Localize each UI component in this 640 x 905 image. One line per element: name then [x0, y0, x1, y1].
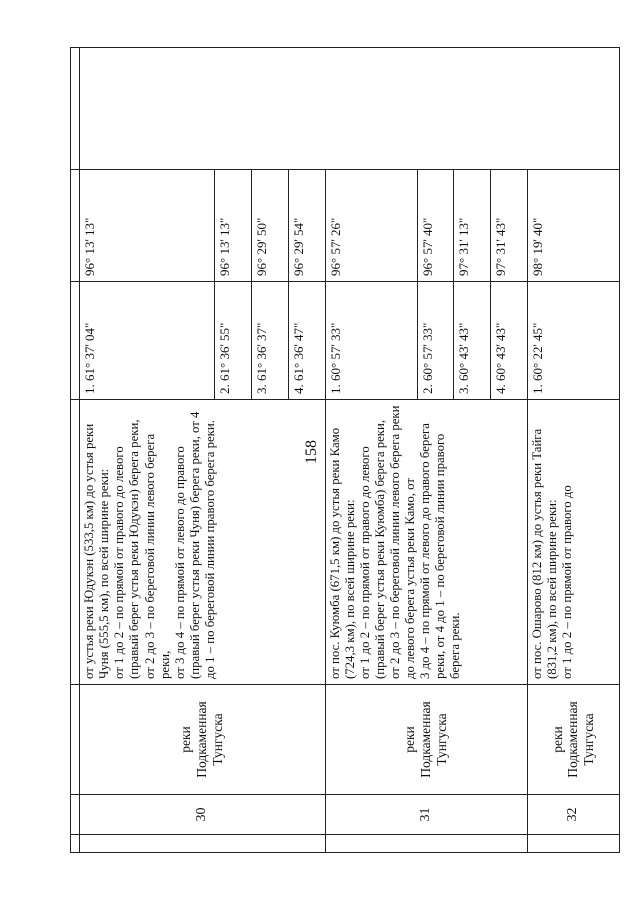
boundary-description — [80, 400, 325, 685]
longitude: 97° 31' 43" — [491, 170, 528, 282]
desc-line: от устья реки Юдукэн (533,5 км) до устья реки Чуня (555,5 км), по всей ширине реки: — [82, 423, 112, 679]
latitude: 1. 61° 37' 04" — [80, 282, 215, 400]
longitude: 96° 57' 26" — [325, 170, 417, 282]
empty-column — [80, 48, 620, 170]
row-number: 32 — [527, 795, 619, 835]
longitude: 96° 29' 54" — [288, 170, 325, 282]
river-name: реки Подкаменная Тунгуска — [325, 685, 527, 795]
row-number: 31 — [325, 795, 527, 835]
desc-line: 3 до 4 – по прямой от левого до правого берега реки, от 4 до 1 – по береговой линии правого берега реки. — [418, 423, 463, 679]
river-name: реки Подкаменная Тунгуска — [527, 685, 619, 795]
latitude: 3. 60° 43' 43" — [454, 282, 491, 400]
desc-line: от 3 до 4 – по прямой от левого до правого (правый берег устья реки Чуня) берега реки, от 4 до 1 – по береговой линии правого берега реки. — [172, 411, 217, 679]
boundary-description — [325, 400, 527, 685]
desc-line: от 1 до 2 – по прямой от правого до левого (правый берег устья реки Куюмба) берега реки, от 2 до 3 – по береговой линии левого берега реки до левого берега устья реки Камо, от — [357, 405, 417, 679]
desc-line: от 1 до 2 – по прямой от правого до — [560, 485, 575, 679]
longitude: 96° 13' 13" — [80, 170, 215, 282]
longitude: 96° 29' 50" — [251, 170, 288, 282]
latitude: 4. 60° 43' 43" — [491, 282, 528, 400]
table-row — [80, 48, 215, 853]
desc-line: от пос. Ошарово (812 км) до устья реки Тайга (831,2 км), по всей ширине реки: — [529, 428, 559, 679]
table-header-row — [71, 48, 80, 853]
row-number: 30 — [80, 795, 325, 835]
longitude: 96° 13' 13" — [215, 170, 252, 282]
latitude: 4. 61° 36' 47" — [288, 282, 325, 400]
page-number: 158 — [303, 440, 320, 464]
latitude: 2. 60° 57' 33" — [417, 282, 454, 400]
longitude: 98° 19' 40" — [527, 170, 619, 282]
document-table — [70, 47, 620, 853]
longitude: 96° 57' 40" — [417, 170, 454, 282]
desc-line: от пос. Куюмба (671,5 км) до устья реки Камо (724,3 км), по всей ширине реки: — [327, 427, 357, 679]
latitude: 1. 60° 22' 45" — [527, 282, 619, 400]
desc-line: от 1 до 2 – по прямой от правого до левого (правый берег устья реки Юдукэн) берега реки, от 2 до 3 – по береговой линии левого берега реки, — [112, 419, 172, 679]
latitude: 1. 60° 57' 33" — [325, 282, 417, 400]
longitude: 97° 31' 13" — [454, 170, 491, 282]
latitude: 2. 61° 36' 55" — [215, 282, 252, 400]
river-name: реки Подкаменная Тунгуска — [80, 685, 325, 795]
boundary-description — [527, 400, 619, 685]
document-table-rotated — [70, 48, 620, 853]
latitude: 3. 61° 36' 37" — [251, 282, 288, 400]
